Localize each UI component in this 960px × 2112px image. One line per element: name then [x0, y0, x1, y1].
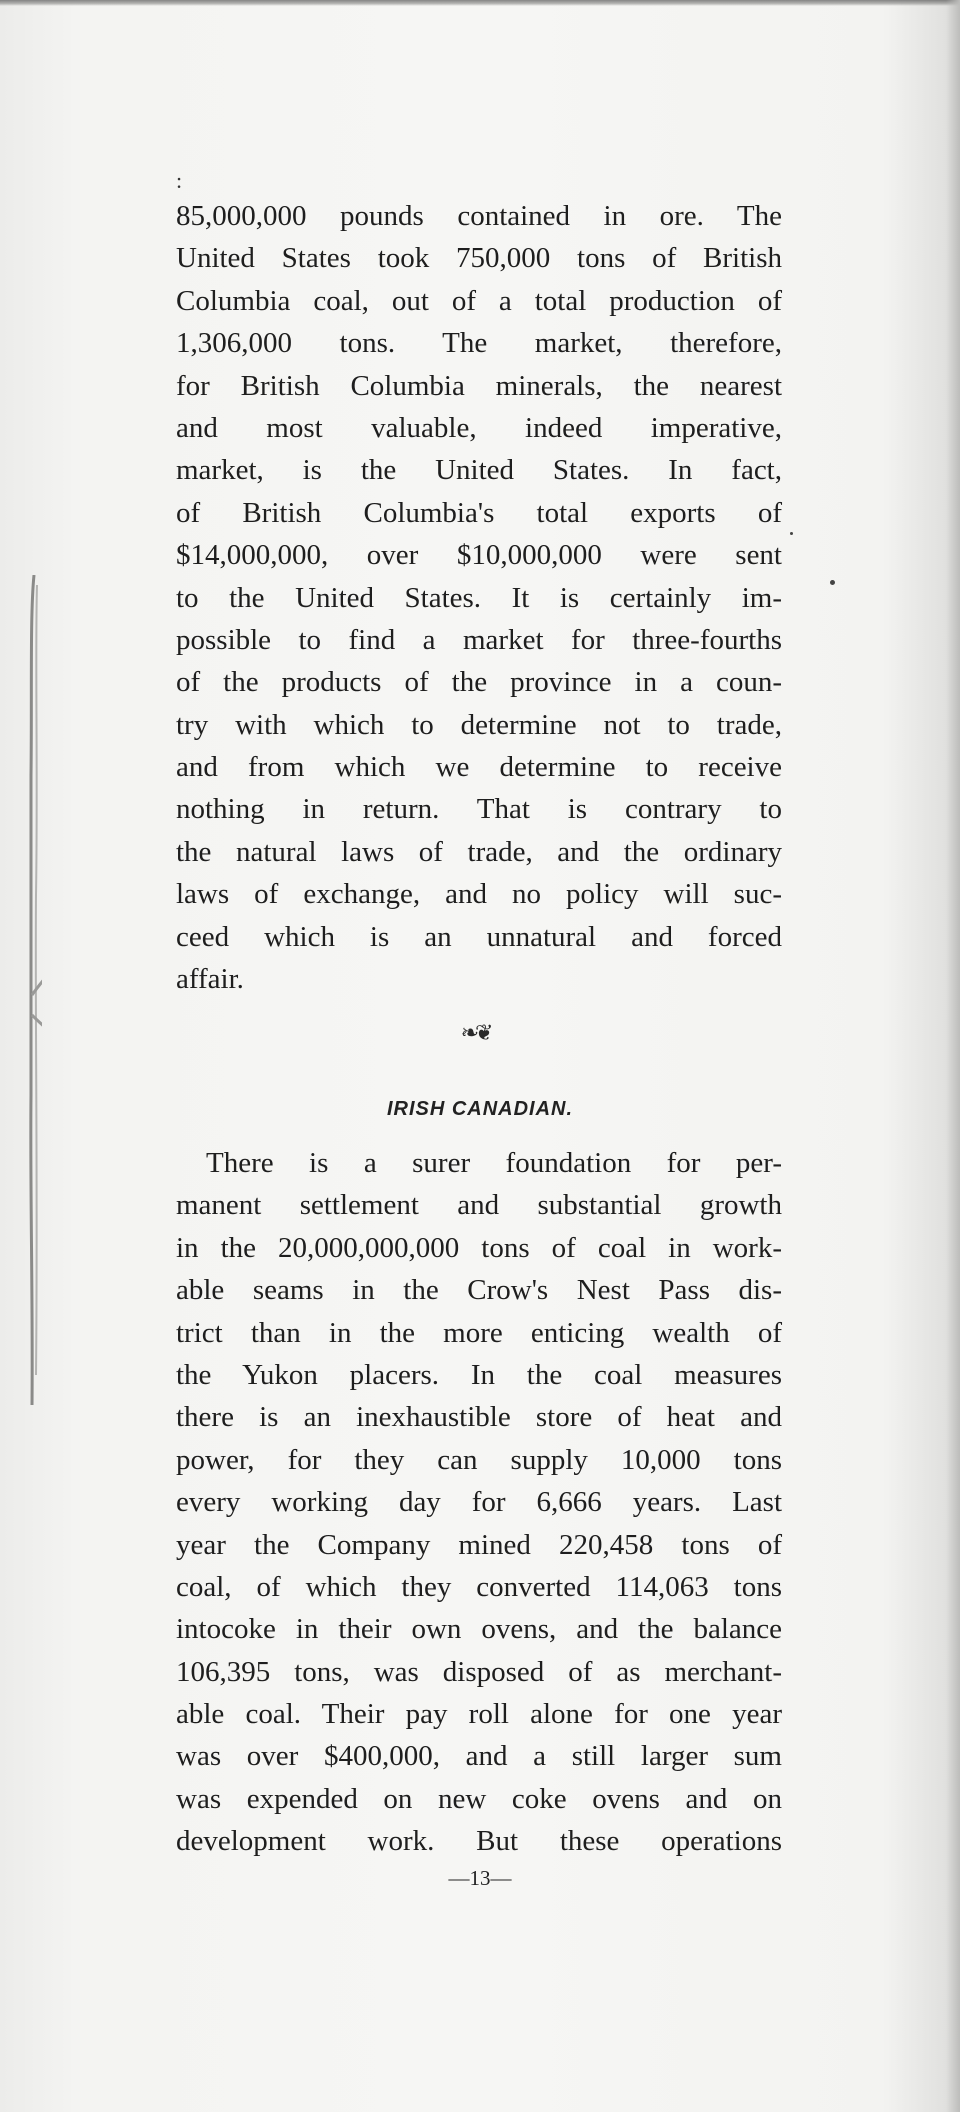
- text-line: possible to find a market for three-fourths: [176, 623, 782, 656]
- text-line: coal, of which they converted 114,063 tons: [176, 1570, 782, 1603]
- text-line: 85,000,000 pounds contained in ore. The: [176, 200, 782, 232]
- binding-string-illustration: [26, 575, 42, 1405]
- text-line: affair.: [176, 963, 244, 996]
- text-line: and from which we determine to receive: [176, 751, 782, 784]
- text-line: of the products of the province in a coun-: [176, 666, 782, 699]
- text-line: every working day for 6,666 years. Last: [176, 1486, 782, 1519]
- text-line: $14,000,000, over $10,000,000 were sent: [176, 539, 782, 572]
- text-line: United States took 750,000 tons of British: [176, 242, 782, 275]
- text-line: power, for they can supply 10,000 tons: [176, 1443, 782, 1476]
- text-line: in the 20,000,000,000 tons of coal in work-: [176, 1231, 782, 1264]
- text-line: to the United States. It is certainly im-: [176, 581, 782, 614]
- text-line: of British Columbia's total exports of: [176, 496, 782, 529]
- text-line: was expended on new coke ovens and on: [176, 1782, 782, 1815]
- text-line: market, is the United States. In fact,: [176, 454, 782, 487]
- text-line: able coal. Their pay roll alone for one year: [176, 1698, 782, 1731]
- text-line: there is an inexhaustible store of heat and: [176, 1401, 782, 1434]
- text-line: year the Company mined 220,458 tons of: [176, 1528, 782, 1561]
- scan-speck: [790, 532, 793, 535]
- text-line: trict than in the more enticing wealth of: [176, 1316, 782, 1349]
- paragraph-continued: [176, 195, 782, 1000]
- text-line: laws of exchange, and no policy will suc-: [176, 878, 782, 911]
- text-line: development work. But these operations: [176, 1825, 782, 1858]
- section-ornament: ❧❦: [460, 1020, 490, 1045]
- text-line: and most valuable, indeed imperative,: [176, 411, 782, 444]
- text-line: 106,395 tons, was disposed of as merchant-: [176, 1655, 782, 1688]
- page-number: —13—: [448, 1866, 512, 1890]
- top-mark: :: [176, 168, 183, 193]
- page-top-edge: [0, 0, 960, 6]
- text-line: the Yukon placers. In the coal measures: [176, 1358, 782, 1391]
- text-line: try with which to determine not to trade,: [176, 708, 782, 741]
- paragraph-irish-canadian: [176, 1142, 782, 1863]
- scan-speck: [830, 580, 835, 585]
- text-line: intocoke in their own ovens, and the balance: [176, 1613, 782, 1646]
- text-line: manent settlement and substantial growth: [176, 1189, 782, 1222]
- text-line: the natural laws of trade, and the ordinary: [176, 835, 782, 868]
- page-right-shadow: [946, 0, 960, 2112]
- section-heading: IRISH CANADIAN.: [386, 1098, 574, 1120]
- text-line: nothing in return. That is contrary to: [176, 793, 782, 826]
- text-line: There is a surer foundation for per-: [206, 1147, 782, 1179]
- text-line: ceed which is an unnatural and forced: [176, 920, 782, 953]
- text-line: able seams in the Crow's Nest Pass dis-: [176, 1274, 782, 1307]
- text-line: was over $400,000, and a still larger sum: [176, 1740, 782, 1773]
- text-line: Columbia coal, out of a total production of: [176, 284, 782, 317]
- text-line: 1,306,000 tons. The market, therefore,: [176, 327, 782, 360]
- text-line: for British Columbia minerals, the nearest: [176, 369, 782, 402]
